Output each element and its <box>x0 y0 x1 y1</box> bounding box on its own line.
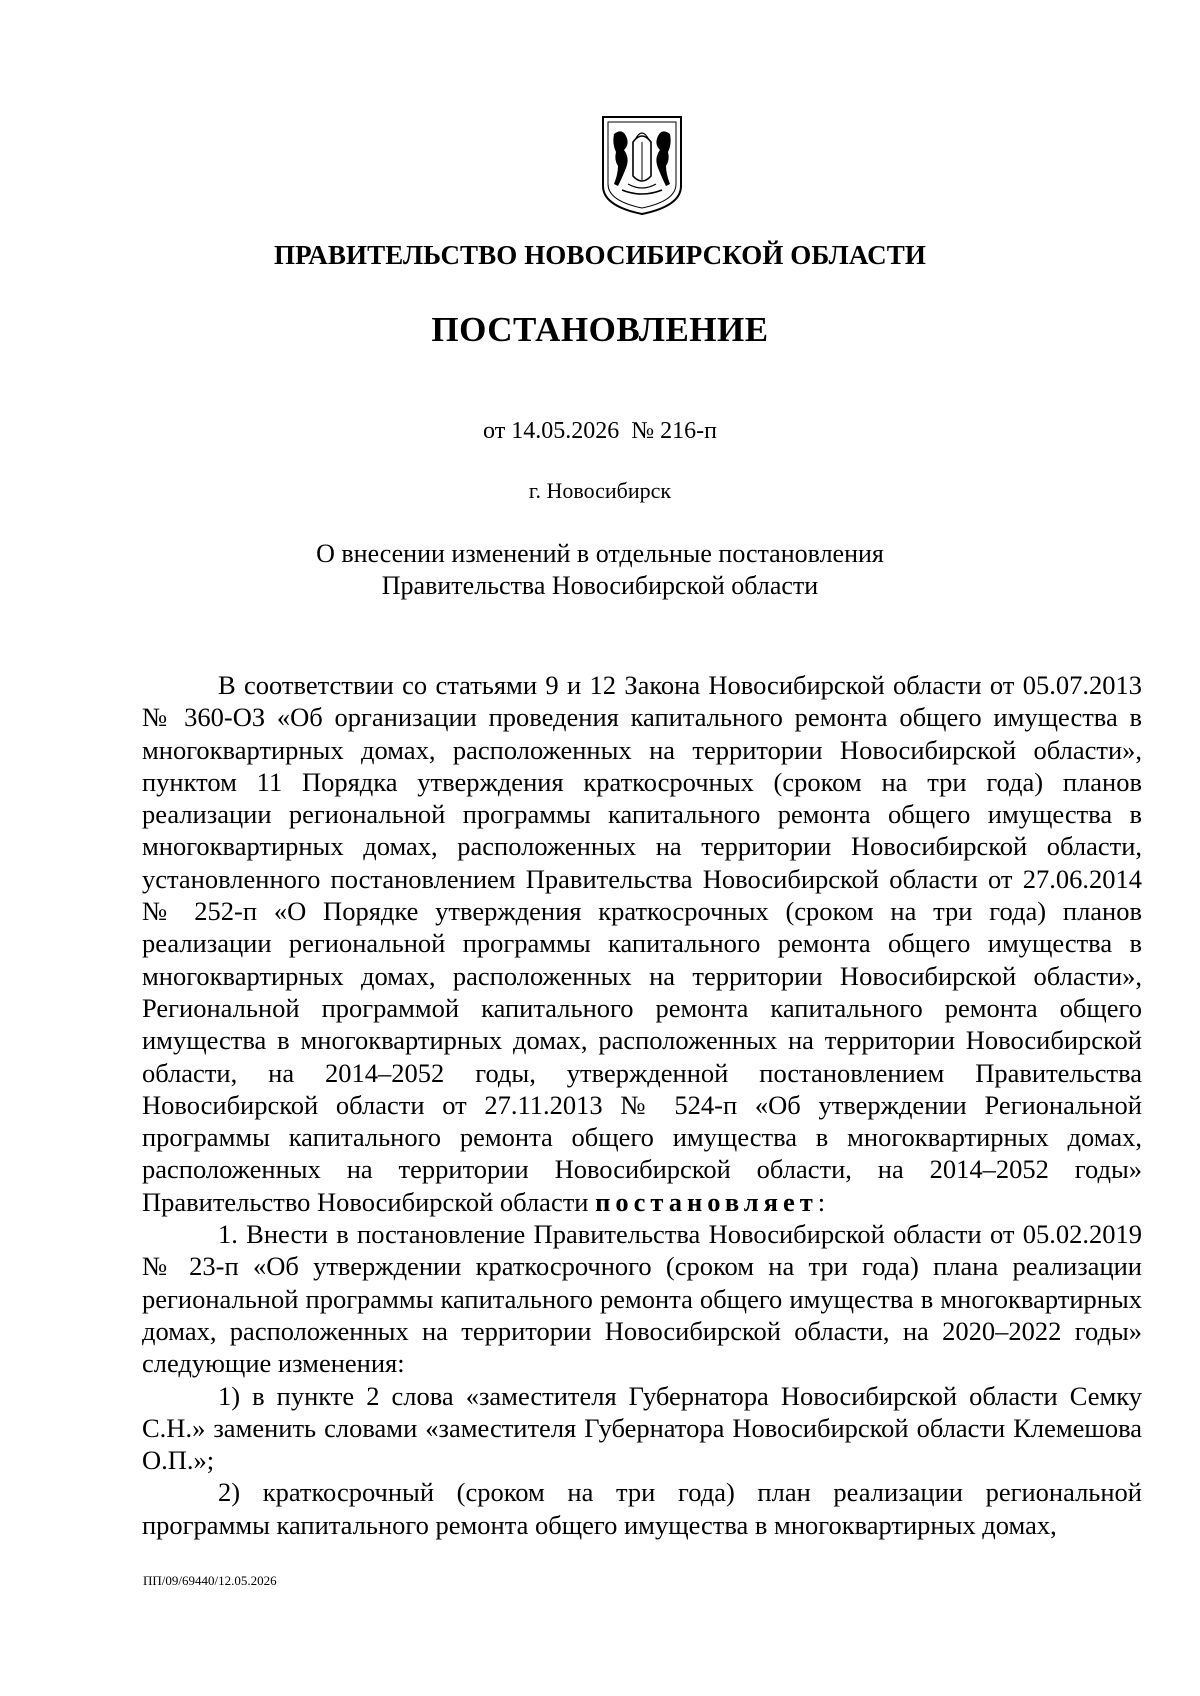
preamble-colon: : <box>817 1186 826 1217</box>
paragraph-1-item-2: 2) краткосрочный (сроком на три года) план реализации региональной программы капитального ремонта общего имущества в многоквартирных домах, <box>142 1477 1142 1540</box>
government-name: ПРАВИТЕЛЬСТВО НОВОСИБИРСКОЙ ОБЛАСТИ <box>274 240 926 270</box>
document-body <box>142 669 1142 1541</box>
subject-line-2: Правительства Новосибирской области <box>381 571 819 600</box>
coat-of-arms-icon <box>600 114 684 216</box>
preamble-paragraph <box>142 669 1142 1218</box>
document-registration-code: ПП/09/69440/12.05.2026 <box>143 1573 277 1588</box>
subject-line-1: О внесении изменений в отдельные постановления <box>316 539 884 568</box>
date-and-number: от 14.05.2026 № 216-п <box>483 418 717 444</box>
paragraph-1: 1. Внести в постановление Правительства Новосибирской области от 05.02.2019 № 23-п «Об утверждении краткосрочного (сроком на три года) плана реализации региональной программы капитального ремонта общего имущества в многоквартирных домах, расположенных на территории Новосибирской области, на 2020–2022 годы» следующие изменения: <box>142 1219 1142 1379</box>
preamble-text: В соответствии со статьями 9 и 12 Закона Новосибирской области от 05.07.2013 № 360-ОЗ «Об организации проведения капитального ремонта общего имущества в многоквартирных домах, расположенных на территории Новосибирской области», пунктом 11 Порядка утверждения краткосрочных (сроком на три года) планов реализации региональной программы капитального ремонта общего имущества в многоквартирных домах, расположенных на территории Новосибирской области, установленного постановлением Правительства Новосибирской области от 27.06.2014 № 252-п «О Порядке утверждения краткосрочных (сроком на три года) планов реализации региональной программы капитального ремонта общего имущества в многоквартирных домах, расположенных на территории Новосибирской области», Региональной программой капитального ремонта капитального ремонта общего имущества в многоквартирных домах, расположенных на территории Новосибирской области, на 2014–2052 годы, утвержденной постановлением Правительства Новосибирской области от 27.11.2013 № 524-п «Об утверждении Региональной программы капитального ремонта общего имущества в многоквартирных домах, расположенных на территории Новосибирской области, на 2014–2052 годы» Правительство Новосибирской области <box>142 670 1142 1217</box>
document-type: ПОСТАНОВЛЕНИЕ <box>431 310 769 349</box>
document-subject <box>0 538 1200 602</box>
resolution-verb: постановляет <box>595 1186 818 1217</box>
city: г. Новосибирск <box>528 478 672 503</box>
paragraph-1-item-1: 1) в пункте 2 слова «заместителя Губернатора Новосибирской области Семку С.Н.» заменить словами «заместителя Губернатора Новосибирской области Клемешова О.П.»; <box>142 1380 1142 1476</box>
